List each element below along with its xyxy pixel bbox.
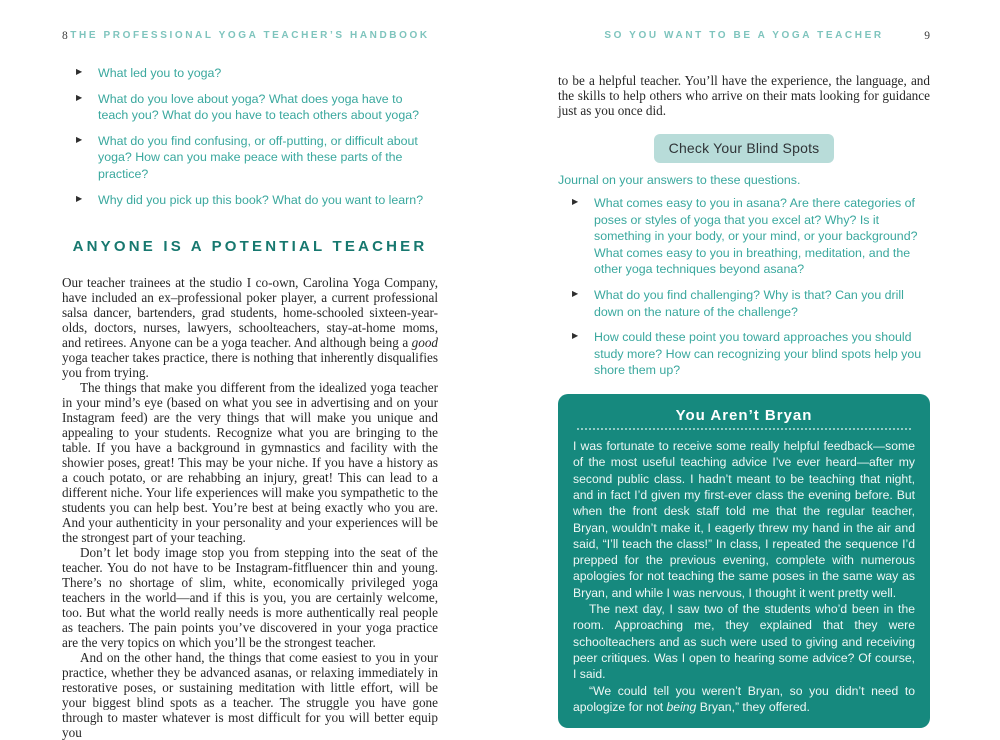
list-item [570, 287, 926, 320]
left-page-number: 8 [62, 30, 68, 42]
left-running-header [62, 30, 438, 45]
you-arent-bryan-callout [558, 394, 930, 728]
right-page [558, 30, 930, 728]
left-body-copy [62, 275, 438, 740]
right-intro-copy [558, 73, 930, 118]
callout-paragraph: I was fortunate to receive some really helpful feedback—some of the most useful teaching advice I’ve ever heard—after my second public class. I hadn’t meant to be teaching that night, and in fact I’d given my first-ever class the evening before. But when the front desk staff told me that the regular teacher, Bryan, wouldn’t make it, I eagerly threw my hand in the air and said, “I’ll teach the class!” In class, I repeated the sequence I’d prepped for the previous evening, complete with numerous apologies for not teaching the same poses in the same way as Bryan, and while I was nervous, I thought it went pretty well. [573, 439, 915, 600]
body-paragraph: Don’t let body image stop you from stepping into the seat of the teacher. You do not have to be Instagram-fitfluencer thin and young. There’s no shortage of slim, white, economically privileged yoga teachers in the world—and if this is you, you are certainly welcome, too. But what the world really needs is more authentically real people as teachers. The pain points you’ve discovered in your yoga practice are the very topics on which you’ll be the strongest teacher. [62, 545, 438, 651]
triangle-bullet-icon: ▶ [572, 197, 579, 206]
triangle-bullet-icon: ▶ [76, 193, 83, 203]
right-page-number: 9 [924, 30, 930, 42]
bullet-text: What comes easy to you in asana? Are there categories of poses or styles of yoga that you excel at? Why? Is it something in your body, or your mind, or your background? What comes easy to you in breathing, meditation, and the other yoga techniques beyond asana? [594, 196, 918, 277]
right-running-head: SO YOU WANT TO BE A YOGA TEACHER [604, 30, 884, 41]
body-paragraph: And on the other hand, the things that come easiest to you in your practice, whether they be advanced asanas, or relaxing immediately in restorative poses, or sustaining meditation with little effort, will be your biggest blind spots as a teacher. The struggle you have gone through to master whatever is most difficult for you will better equip you [62, 650, 438, 740]
triangle-bullet-icon: ▶ [572, 331, 579, 341]
section-heading: ANYONE IS A POTENTIAL TEACHER [72, 238, 428, 256]
triangle-bullet-icon: ▶ [572, 289, 579, 299]
body-paragraph: The things that make you different from the idealized yoga teacher in your mind’s eye (based on what you see in advertising and on your Instagram feed) are the very things that will make you unique and appealing to your students. Recognize what you are bringing to the table. If you have a background in gymnastics and facility with the showier poses, great! This may be your niche. If you have a history as a couch potato, or are rehabbing an injury, great! This can lead to a different niche. Your life experiences will make you sympathetic to the students you can help best. You’re best at being exactly who you are. And your authenticity in your personality and your experiences will be the strongest part of your teaching. [62, 380, 438, 546]
journal-prompt: Journal on your answers to these questions. [558, 173, 801, 187]
body-paragraph: to be a helpful teacher. You’ll have the experience, the language, and the skills to help others who arrive on their mats looking for guidance just as you once did. [558, 73, 930, 118]
list-item [570, 195, 926, 278]
left-page [62, 30, 438, 740]
triangle-bullet-icon: ▶ [76, 67, 83, 76]
callout-title: You Aren’t Bryan [675, 407, 813, 425]
dotted-divider [577, 428, 911, 430]
left-question-list [74, 65, 426, 208]
bullet-text: What do you love about yoga? What does yoga have to teach you? What do you have to teach others about yoga? [98, 91, 420, 123]
left-running-head: THE PROFESSIONAL YOGA TEACHER’S HANDBOOK [70, 30, 430, 41]
list-item [74, 192, 426, 209]
list-item [74, 65, 426, 82]
right-question-list [570, 195, 926, 379]
bullet-text: What do you find confusing, or off-putting, or difficult about yoga? How can you make peace with these parts of the practice? [98, 133, 418, 182]
callout-paragraph: “We could tell you weren’t Bryan, so you didn’t need to apologize for not being Bryan,” they offered. [573, 683, 915, 714]
list-item [570, 329, 926, 379]
bullet-text: What do you find challenging? Why is that? Can you drill down on the nature of the challenge? [594, 288, 904, 319]
check-blind-spots-badge: Check Your Blind Spots [654, 134, 835, 163]
list-item [74, 133, 426, 183]
list-item [74, 91, 426, 124]
bullet-text: How could these point you toward approaches you should study more? How can recognizing your blind spots help you shore them up? [594, 330, 922, 378]
bullet-text: Why did you pick up this book? What do you want to learn? [98, 192, 424, 207]
badge-row [558, 134, 930, 163]
body-paragraph: Our teacher trainees at the studio I co-own, Carolina Yoga Company, have included an ex–professional poker player, a current professional salsa dancer, bartenders, grad students, home-schooled sixteen-year-olds, doctors, nurses, lawyers, schoolteachers, stay-at-home moms, and retirees. Anyone can be a yoga teacher. And although being a good yoga teacher takes practice, there is nothing that inherently disqualifies you from trying. [62, 275, 438, 381]
callout-paragraph: The next day, I saw two of the students who’d been in the room. Approaching me, they explained that they were schoolteachers and as such were used to giving and receiving peer critiques. Was I open to hearing some advice? Of course, I said. [573, 602, 915, 682]
triangle-bullet-icon: ▶ [76, 92, 83, 102]
triangle-bullet-icon: ▶ [76, 134, 83, 144]
bullet-text: What led you to yoga? [98, 66, 222, 80]
right-running-header [558, 30, 930, 45]
